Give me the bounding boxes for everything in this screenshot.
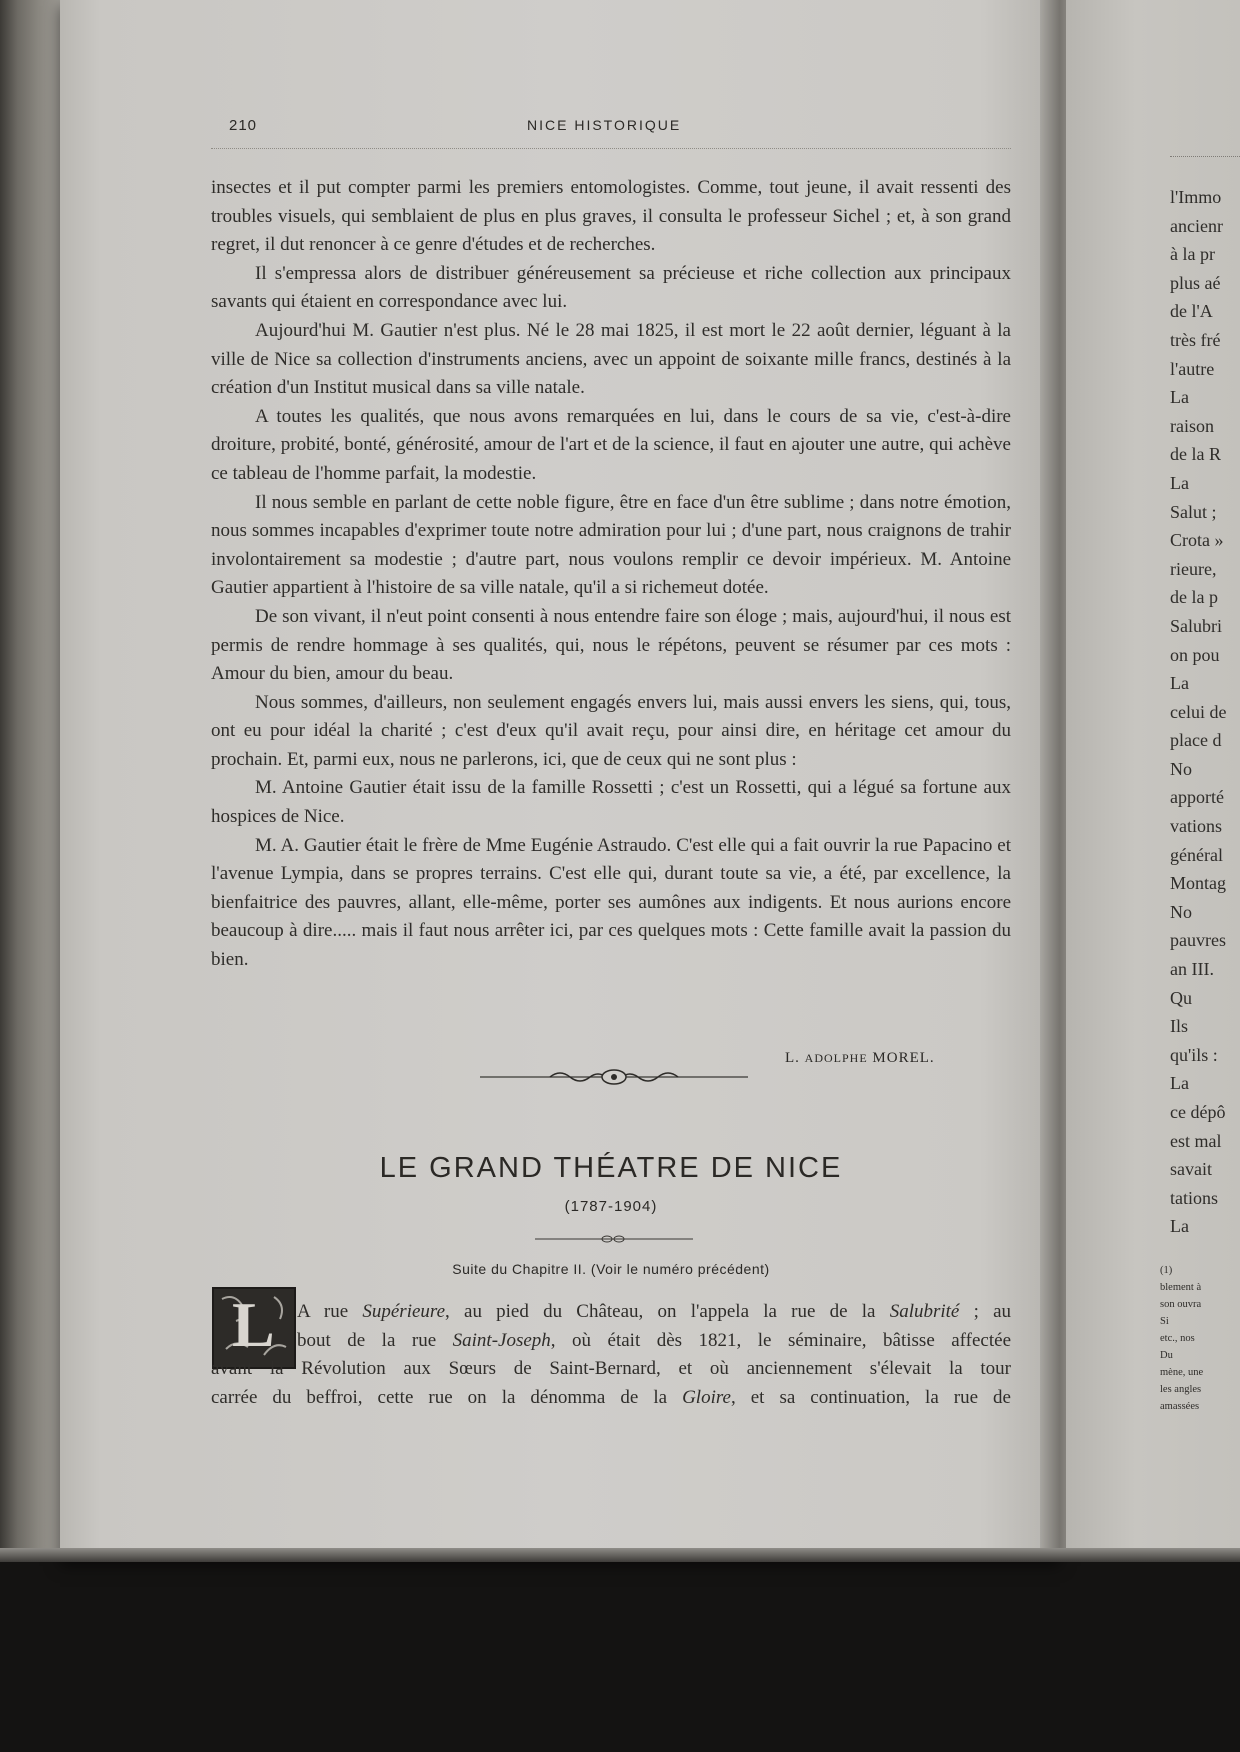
paragraph: M. A. Gautier était le frère de Mme Eugénie Astraudo. C'est elle qui a fait ouvrir la rue Papacino et l'avenue Lympia, dans se propres terrains. C'est elle qui, durant toute sa vie, a été, par excellence, la bienfaitrice des pauvres, allant, elle-même, porter ses aumônes aux indigents. Et nous aurions encore beaucoup à dire..... mais il faut nous arrêter ici, par ces quelques mots : Cette famille avait la passion du bien.	[211, 834, 1011, 971]
text-column	[211, 174, 1011, 975]
facing-page-line: apporté	[1170, 787, 1224, 808]
facing-page-line: La	[1170, 472, 1189, 493]
facing-page-line: tations	[1170, 1187, 1218, 1208]
text-run: ; au	[959, 1301, 1012, 1322]
facing-page-note-line: Du	[1160, 1350, 1173, 1361]
text-run: A rue	[297, 1301, 363, 1322]
text-run: carrée du beffroi, cette rue on la dénomma de la	[211, 1386, 683, 1408]
signature-last-name: MOREL.	[872, 1050, 935, 1066]
facing-page-line: ce dépô	[1170, 1102, 1226, 1122]
facing-page-line: No	[1170, 901, 1192, 922]
article-dates: (1787-1904)	[564, 1198, 658, 1215]
paragraph: De son vivant, il n'eut point consenti à nous entendre faire son éloge ; mais, aujourd'hui, il nous est permis de rendre hommage à ses qualités, qui, nous le répétons, peuvent se résumer par ces mots : Amour du bien, amour du beau.	[211, 605, 1011, 685]
facing-page-line: La	[1170, 1073, 1189, 1094]
facing-page-line: Crota »	[1170, 530, 1224, 551]
facing-page-line: raison	[1170, 415, 1214, 436]
facing-page-line: de l'A	[1170, 301, 1213, 322]
facing-page-line: celui de	[1170, 701, 1227, 722]
header-rule	[211, 148, 1011, 149]
facing-page-rule	[1170, 156, 1240, 157]
page-number: 210	[229, 117, 258, 134]
facing-page-line: Qu	[1170, 987, 1192, 1008]
drop-cap-letter: L	[232, 1289, 275, 1360]
paragraph: A toutes les qualités, que nous avons remarquées en lui, dans le cours de sa vie, c'est-à-dire droiture, probité, bonté, générosité, amour de l'art et de la science, il faut en ajouter une autre, qui achève ce tableau de l'homme parfait, la modestie.	[211, 405, 1011, 484]
facing-page-line: l'Immo	[1170, 187, 1222, 207]
paragraph: insectes et il put compter parmi les premiers entomologistes. Comme, tout jeune, il avait ressenti des troubles visuels, qui semblaient de plus en plus graves, il consulta le professeur Sichel ; et, à son grand regret, il dut renoncer à ce genre d'études et de recherches.	[211, 177, 1011, 256]
article-line	[211, 1355, 1011, 1384]
facing-page-line: La	[1170, 1216, 1189, 1237]
paragraph: Aujourd'hui M. Gautier n'est plus. Né le 28 mai 1825, il est mort le 22 août dernier, léguant à la ville de Nice sa collection d'instruments anciens, avec un appoint de soixante mille francs, destinés à la création d'un Institut musical dans sa ville natale.	[211, 319, 1011, 399]
facing-page-line: No	[1170, 758, 1192, 779]
running-head	[211, 117, 1011, 139]
small-ornament-divider	[535, 1234, 693, 1244]
facing-page-line: La	[1170, 387, 1189, 408]
facing-page-line: Salubri	[1170, 615, 1222, 636]
facing-page-note-line: (1)	[1160, 1265, 1173, 1276]
facing-page-note-line: mène, une	[1160, 1367, 1204, 1378]
facing-page-line: ancienr	[1170, 215, 1223, 236]
facing-page-line: très fré	[1170, 329, 1221, 350]
text-run-italic: Gloire	[682, 1386, 731, 1408]
facing-page-line: général	[1170, 844, 1223, 865]
author-signature	[785, 1050, 935, 1067]
text-run: , où était dès 1821, le séminaire, bâtisse affectée	[550, 1329, 1011, 1351]
article-line	[211, 1384, 1011, 1413]
facing-page-line: pauvres	[1170, 930, 1226, 951]
facing-page-line: Ils	[1170, 1016, 1188, 1037]
facing-page-line: de la R	[1170, 444, 1221, 465]
article-line	[211, 1327, 1011, 1356]
continuation-note: Suite du Chapitre II. (Voir le numéro précédent)	[452, 1261, 770, 1277]
facing-page-line: place d	[1170, 730, 1222, 751]
facing-page-line: an III.	[1170, 959, 1214, 980]
facing-page-line: plus aé	[1170, 272, 1221, 293]
facing-page-line: est mal	[1170, 1130, 1222, 1151]
facing-page-text	[1170, 183, 1240, 1241]
facing-page-line: l'autre	[1170, 358, 1215, 379]
facing-page-note-line: etc., nos	[1160, 1333, 1195, 1344]
paragraph: Il s'empressa alors de distribuer généreusement sa précieuse et riche collection aux principaux savants qui étaient en correspondance avec lui.	[211, 262, 1011, 313]
facing-page-note-line: son ouvra	[1160, 1299, 1202, 1310]
page-bottom-edge	[0, 1548, 1240, 1562]
article-text	[211, 1298, 1011, 1412]
facing-page-line: à la pr	[1170, 244, 1215, 265]
facing-page-line: de la p	[1170, 587, 1218, 608]
facing-page-line: qu'ils :	[1170, 1044, 1218, 1065]
text-run: , au pied du Château, on l'appela la rue de la	[445, 1301, 890, 1322]
facing-page-note-line: Si	[1160, 1316, 1169, 1327]
ornament-divider	[480, 1069, 748, 1085]
text-run-italic: Salubrité	[889, 1301, 960, 1322]
facing-page-footnotes	[1160, 1262, 1240, 1415]
facing-page-note-line: amassées	[1160, 1401, 1200, 1412]
facing-page-line: La	[1170, 673, 1189, 694]
paragraph: M. Antoine Gautier était issu de la famille Rossetti ; c'est un Rossetti, qui a légué sa fortune aux hospices de Nice.	[211, 777, 1011, 828]
facing-page-line: rieure,	[1170, 558, 1217, 579]
paragraph: Nous sommes, d'ailleurs, non seulement engagés envers lui, mais aussi envers les siens, qui, tous, ont eu pour idéal la charité ; c'est d'eux qu'il avait reçu, pour ainsi dire, en héritage cet amour du prochain. Et, parmi eux, nous ne parlerons, ici, que de ceux qui ne sont plus :	[211, 691, 1011, 770]
signature-initial: L.	[785, 1050, 800, 1066]
article-title: LE GRAND THÉATRE DE NICE	[379, 1152, 843, 1184]
text-run-italic: Supérieure	[362, 1301, 446, 1322]
text-run: bout de la rue	[297, 1329, 453, 1351]
facing-page-line: Montag	[1170, 873, 1226, 894]
facing-page-note-line: blement à	[1160, 1282, 1202, 1293]
facing-page-line: vations	[1170, 816, 1222, 837]
text-run-italic: Saint-Joseph	[452, 1329, 551, 1351]
facing-page-line: savait	[1170, 1159, 1212, 1180]
article-line	[211, 1298, 1011, 1327]
facing-page-line: on pou	[1170, 644, 1220, 665]
signature-first-name: ADOLPHE	[804, 1051, 868, 1065]
text-run: avant la Révolution aux Sœurs de Saint-Bernard, et où anciennement s'élevait la tour	[211, 1358, 1011, 1380]
running-title: NICE HISTORIQUE	[527, 117, 682, 133]
facing-page-note-line: les angles	[1160, 1384, 1202, 1395]
text-run: , et sa continuation, la rue de	[730, 1386, 1011, 1408]
facing-page-line: Salut ;	[1170, 501, 1217, 522]
paragraph: Il nous semble en parlant de cette noble figure, être en face d'un être sublime ; dans notre émotion, nous sommes incapables d'exprimer toute notre admiration pour lui ; d'une part, nous craignons de trahir involontairement sa modestie ; d'autre part, nous voulons remplir ce devoir impérieux. M. Antoine Gautier appartient à l'histoire de sa ville natale, qu'il a si richemeut dotée.	[211, 491, 1011, 599]
